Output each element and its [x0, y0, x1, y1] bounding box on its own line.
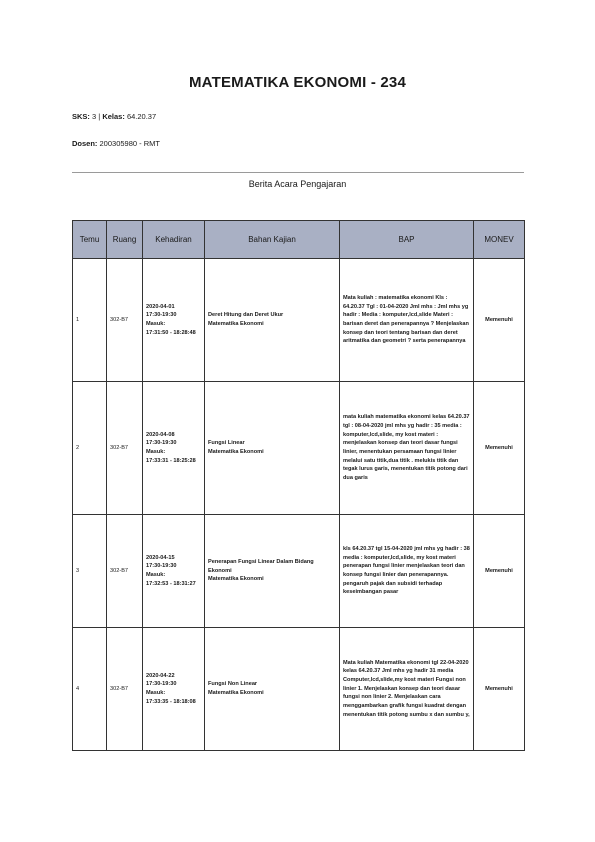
kelas-value: 64.20.37 — [126, 112, 157, 121]
kehadiran-masuk-label: Masuk: — [146, 321, 166, 327]
header-monev: MONEV — [474, 221, 525, 259]
kehadiran-masuk: 17:33:31 - 18:25:28 — [146, 457, 196, 464]
kehadiran-masuk-label: Masuk: — [146, 572, 166, 578]
monev-cell: Memenuhi — [474, 382, 525, 515]
bahan-course: Matematika Ekonomi — [208, 449, 264, 455]
temu-cell: 1 — [73, 259, 107, 382]
bap-table — [72, 220, 525, 751]
kehadiran-date: 2020-04-22 — [146, 672, 175, 679]
header-bahan-kajian: Bahan Kajian — [205, 221, 340, 259]
bahan-kajian-cell — [205, 382, 340, 515]
kehadiran-time: 17:30-19:30 — [146, 312, 177, 319]
kehadiran-cell — [143, 515, 205, 628]
bahan-kajian-cell — [205, 515, 340, 628]
page-title: MATEMATIKA EKONOMI - 234 — [188, 74, 407, 91]
kehadiran-date: 2020-04-01 — [146, 303, 175, 310]
bap-cell: mata kuliah matematika ekonomi kelas 64.20.37 tgl : 08-04-2020 jml mhs yg hadir : 35 media : komputer,lcd,slide, my kost materi : menjelaskan konsep dan teori dasar fungsi linier, menentukan persamaan fungsi linier melalui satu titik,dua titik . melukis titik dan tegak lurus garis, menentukan titik potong dari dua garis — [340, 382, 474, 515]
bahan-course: Matematika Ekonomi — [208, 321, 264, 327]
header-temu: Temu — [73, 221, 107, 259]
kehadiran-cell — [143, 382, 205, 515]
monev-cell: Memenuhi — [474, 628, 525, 751]
table-row — [73, 515, 525, 628]
bahan-kajian-cell — [205, 628, 340, 751]
kehadiran-date: 2020-04-15 — [146, 554, 175, 561]
bahan-topic: Penerapan Fungsi Linear Dalam Bidang Ekonomi — [208, 559, 314, 574]
kehadiran-cell — [143, 628, 205, 751]
table-row — [73, 259, 525, 382]
bahan-course: Matematika Ekonomi — [208, 690, 264, 696]
kehadiran-cell — [143, 259, 205, 382]
temu-cell: 3 — [73, 515, 107, 628]
section-title: Berita Acara Pengajaran — [248, 179, 347, 189]
kehadiran-masuk-label: Masuk: — [146, 690, 166, 696]
bahan-topic: Deret Hitung dan Deret Ukur — [208, 312, 284, 319]
header-bap: BAP — [340, 221, 474, 259]
monev-cell: Memenuhi — [474, 259, 525, 382]
ruang-cell: 302-B7 — [107, 515, 143, 628]
bahan-topic: Fungsi Non Linear — [208, 681, 258, 688]
table-header-row — [73, 221, 525, 259]
bahan-course: Matematika Ekonomi — [208, 576, 264, 583]
bap-cell: kls 64.20.37 tgl 15-04-2020 jml mhs yg hadir : 38 media : komputer,lcd,slide, my kost materi penerapan fungsi linier menjelaskan teori dan konsep fungsi linier dan penerapannya. pengaruh pajak dan subsidi terhadap keseimbangan pasar — [340, 515, 474, 628]
kehadiran-time: 17:30-19:30 — [146, 440, 177, 447]
kehadiran-masuk-label: Masuk: — [146, 449, 166, 455]
kehadiran-masuk: 17:33:35 - 18:18:08 — [146, 698, 196, 705]
kehadiran-masuk: 17:32:53 - 18:31:27 — [146, 580, 196, 587]
monev-cell: Memenuhi — [474, 515, 525, 628]
kehadiran-time: 17:30-19:30 — [146, 681, 177, 688]
bap-cell: Mata kuliah Matematika ekonomi tgl 22-04-2020 kelas 64.20.37 Jml mhs yg hadir 31 media Computer,lcd,slide,my kost materi Fungsi non linier 1. Menjelaskan konsep dan teori dasar fungsi non linier 2. Menjelaskan cara menggambarkan grafik fungsi kuadrat dengan menentukan titik potong sumbu x dan sumbu y, — [340, 628, 474, 751]
dosen-line — [72, 139, 160, 148]
divider — [72, 172, 524, 173]
table-row — [73, 628, 525, 751]
bahan-topic: Fungsi Linear — [208, 440, 245, 447]
ruang-cell: 302-B7 — [107, 259, 143, 382]
sks-kelas-line — [72, 112, 156, 121]
temu-cell: 2 — [73, 382, 107, 515]
sks-value: 3 — [92, 112, 97, 121]
kelas-label: Kelas: — [102, 112, 125, 121]
ruang-cell: 302-B7 — [107, 628, 143, 751]
dosen-label: Dosen: — [72, 139, 98, 148]
header-kehadiran: Kehadiran — [143, 221, 205, 259]
separator: | — [98, 112, 101, 121]
kehadiran-time: 17:30-19:30 — [146, 563, 177, 570]
bap-cell: Mata kuliah : matematika ekonomi Kls : 64.20.37 Tgl : 01-04-2020 Jml mhs : Jml mhs yg hadir : Media : komputer,lcd,slide Materi : barisan deret dan penerapannya ? Menjelaskan konsep dan teori tentang barisan dan deret aritmatika dan geometri ? serta penerapannya — [340, 259, 474, 382]
kehadiran-date: 2020-04-08 — [146, 431, 175, 438]
temu-cell: 4 — [73, 628, 107, 751]
dosen-value: 200305980 - RMT — [99, 139, 160, 148]
kehadiran-masuk: 17:31:50 - 18:28:48 — [146, 329, 196, 336]
bahan-kajian-cell — [205, 259, 340, 382]
sks-label: SKS: — [72, 112, 90, 121]
ruang-cell: 302-B7 — [107, 382, 143, 515]
table-row — [73, 382, 525, 515]
header-ruang: Ruang — [107, 221, 143, 259]
